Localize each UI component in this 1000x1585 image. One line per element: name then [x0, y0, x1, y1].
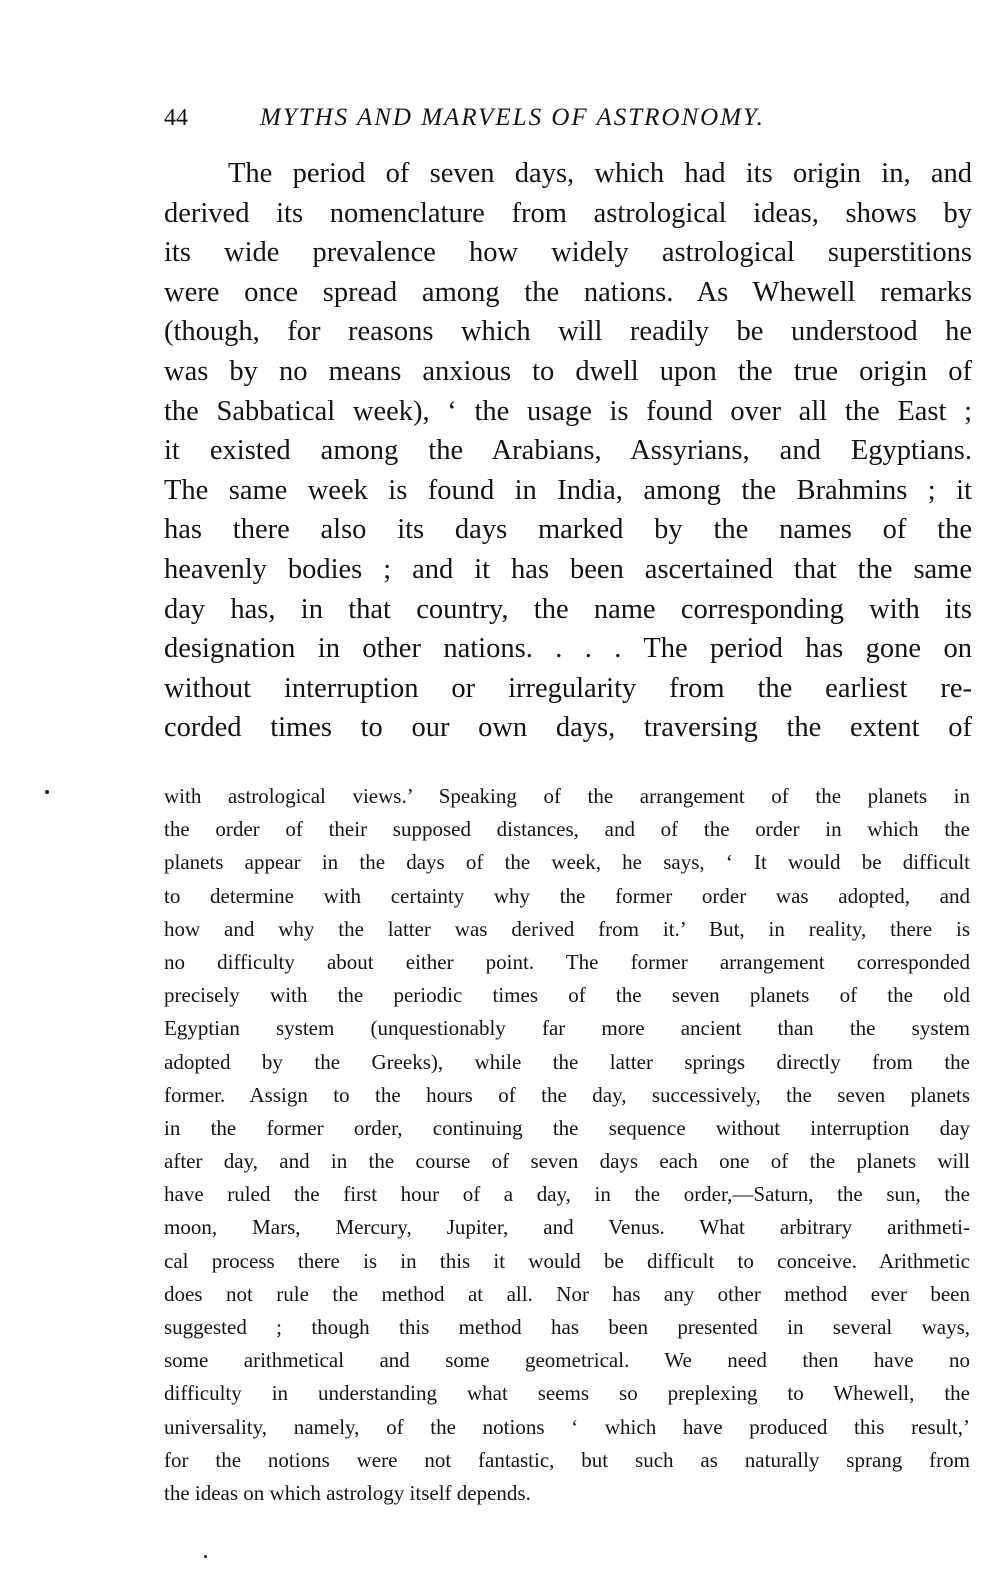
body-line: corded times to our own days, traversing the extent of [164, 712, 972, 744]
body-line: was by no means anxious to dwell upon the true origin of [164, 355, 972, 387]
footnote-line: cal process there is in this it would be difficult to conceive. Arithmetic [164, 1248, 970, 1273]
footnote-line: for the notions were not fantastic, but such as naturally sprang from [164, 1447, 970, 1472]
running-head [164, 98, 974, 138]
footnote-line: adopted by the Greeks), while the latter springs directly from the [164, 1049, 970, 1074]
footnote-line: Egyptian system (unquestionably far more ancient than the system [164, 1016, 970, 1041]
body-line: the Sabbatical week), ‘ the usage is found over all the East ; [164, 395, 972, 427]
main-paragraph [164, 154, 972, 748]
body-line: derived its nomenclature from astrological ideas, shows by [164, 197, 972, 229]
footnote-line: does not rule the method at all. Nor has any other method ever been [164, 1281, 970, 1306]
page-number: 44 [164, 105, 188, 131]
footnote-line: universality, namely, of the notions ‘ which have produced this result,’ [164, 1414, 970, 1439]
footnote-line: in the former order, continuing the sequence without interruption day [164, 1115, 970, 1140]
running-title: MYTHS AND MARVELS OF ASTRONOMY. [260, 104, 765, 131]
footnote-line: how and why the latter was derived from it.’ But, in reality, there is [164, 916, 970, 941]
footnote-line: some arithmetical and some geometrical. We need then have no [164, 1348, 970, 1373]
body-line: The same week is found in India, among the Brahmins ; it [164, 474, 972, 506]
footnote-line: to determine with certainty why the former order was adopted, and [164, 883, 970, 908]
body-line: designation in other nations. . . . The period has gone on [164, 633, 972, 665]
footnote-line: the ideas on which astrology itself depends. [164, 1480, 531, 1505]
body-line: The period of seven days, which had its origin in, and [228, 158, 972, 189]
body-line: day has, in that country, the name corresponding with its [164, 593, 972, 625]
body-line: it existed among the Arabians, Assyrians, and Egyptians. [164, 435, 972, 467]
footnote-line: planets appear in the days of the week, he says, ‘ It would be difficult [164, 850, 970, 875]
scan-speck [45, 790, 49, 794]
footnote-line: difficulty in understanding what seems so preplexing to Whewell, the [164, 1381, 970, 1406]
footnote-line: the order of their supposed distances, and of the order in which the [164, 817, 970, 842]
footnote-line: no difficulty about either point. The former arrangement corresponded [164, 949, 970, 974]
footnote [164, 780, 970, 1510]
footnote-line: after day, and in the course of seven days each one of the planets will [164, 1149, 970, 1174]
footnote-line: suggested ; though this method has been presented in several ways, [164, 1315, 970, 1339]
footnote-line: former. Assign to the hours of the day, successively, the seven planets [164, 1082, 970, 1107]
body-line: were once spread among the nations. As Whewell remarks [164, 276, 972, 308]
footnote-line: precisely with the periodic times of the seven planets of the old [164, 983, 970, 1008]
body-line: has there also its days marked by the names of the [164, 514, 972, 546]
scan-speck [204, 1555, 207, 1558]
footnote-line: have ruled the first hour of a day, in the order,—Saturn, the sun, the [164, 1182, 970, 1207]
footnote-line: moon, Mars, Mercury, Jupiter, and Venus. What arbitrary arithmeti- [164, 1215, 970, 1240]
footnote-line: with astrological views.’ Speaking of the arrangement of the planets in [164, 784, 970, 808]
body-line: (though, for reasons which will readily be understood he [164, 316, 972, 348]
body-line: without interruption or irregularity from the earliest re- [164, 672, 972, 704]
body-line: heavenly bodies ; and it has been ascertained that the same [164, 553, 972, 585]
body-line: its wide prevalence how widely astrological superstitions [164, 237, 972, 269]
